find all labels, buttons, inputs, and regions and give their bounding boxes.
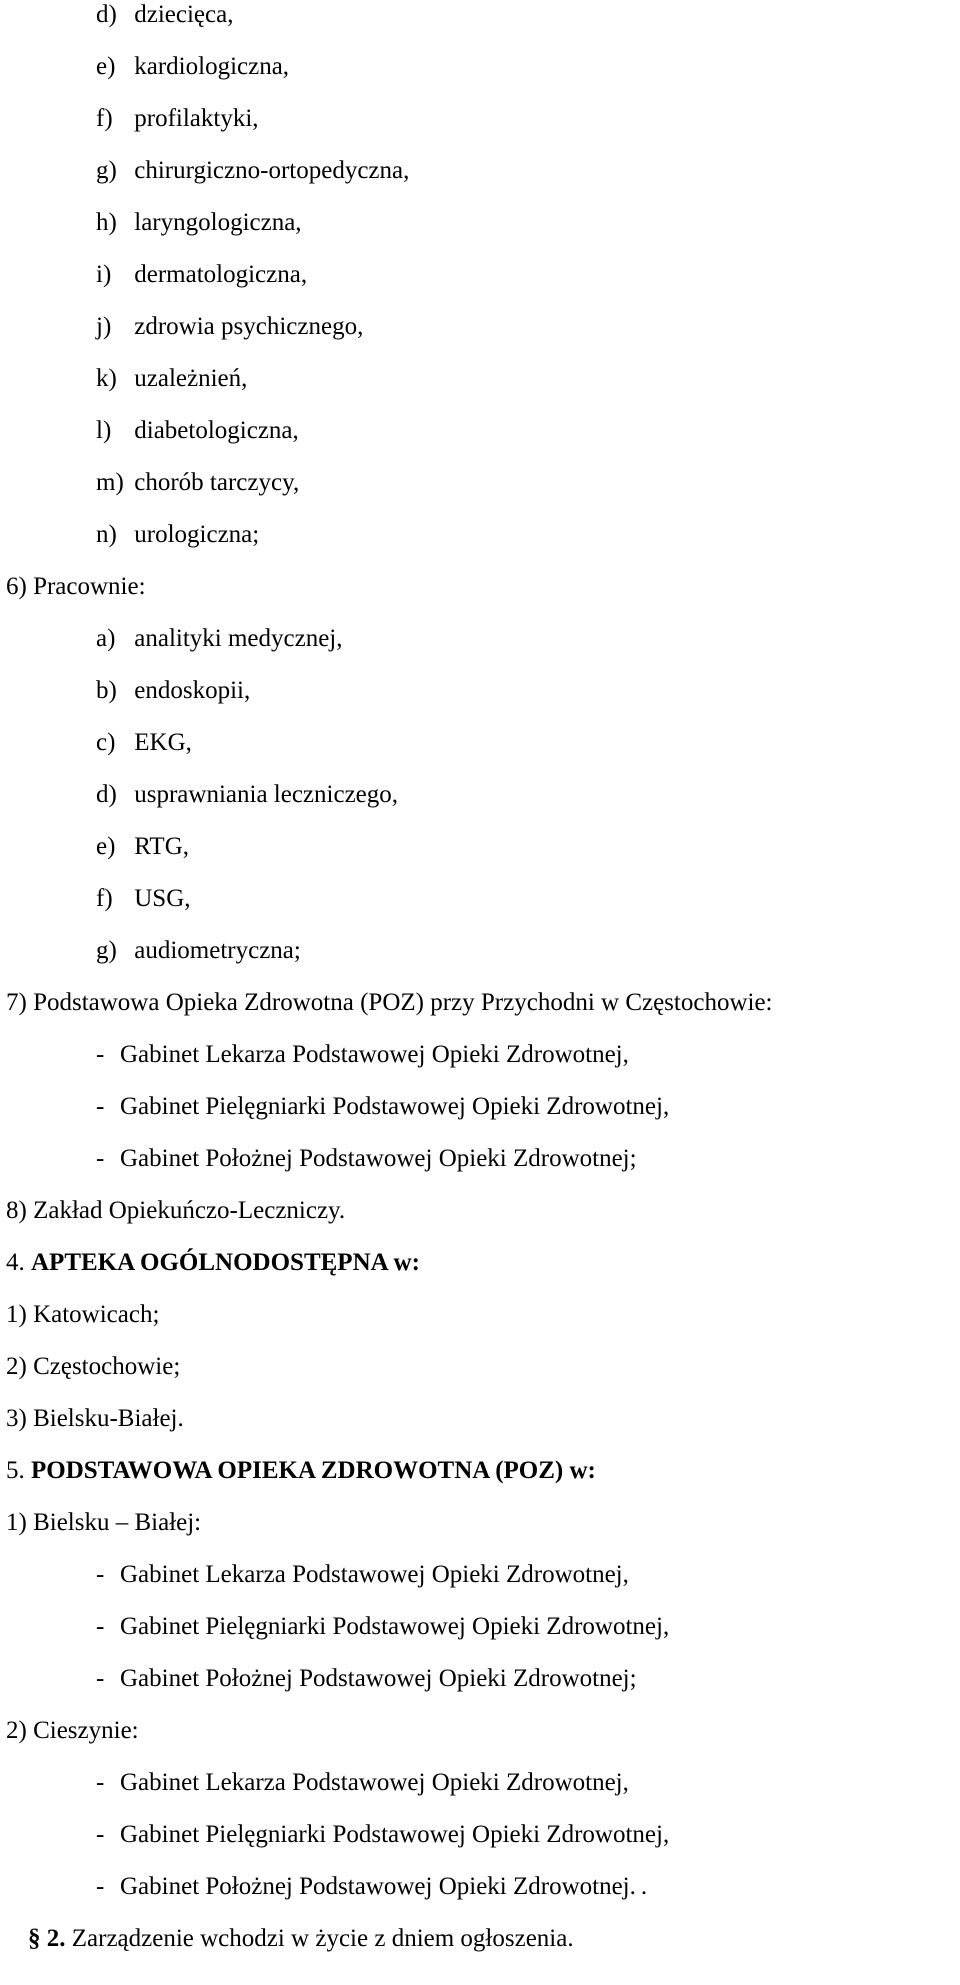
list-item: - Gabinet Położnej Podstawowej Opieki Zdrowotnej; xyxy=(96,1145,637,1172)
list-item: l) diabetologiczna, xyxy=(96,417,299,444)
list-item: - Gabinet Lekarza Podstawowej Opieki Zdrowotnej, xyxy=(96,1769,629,1796)
list-item: f) profilaktyki, xyxy=(96,105,259,132)
list-item: g) audiometryczna; xyxy=(96,937,301,964)
list-item: e) kardiologiczna, xyxy=(96,53,290,80)
list-item: k) uzależnień, xyxy=(96,365,248,392)
list-item: i) dermatologiczna, xyxy=(96,261,308,288)
list-item-poz-czestochowa: 7) Podstawowa Opieka Zdrowotna (POZ) przy Przychodni w Częstochowie: xyxy=(6,989,773,1016)
list-item: d) usprawniania leczniczego, xyxy=(96,781,399,808)
list-item: - Gabinet Lekarza Podstawowej Opieki Zdrowotnej, xyxy=(96,1041,629,1068)
list-item-pracownie: 6) Pracownie: xyxy=(6,573,146,600)
list-item: h) laryngologiczna, xyxy=(96,209,302,236)
list-item: - Gabinet Pielęgniarki Podstawowej Opieki Zdrowotnej, xyxy=(96,1821,670,1848)
paragraph-2: § 2. Zarządzenie wchodzi w życie z dniem ogłoszenia. xyxy=(28,1925,574,1952)
list-item: 1) Katowicach; xyxy=(6,1301,160,1328)
list-item-zaklad: 8) Zakład Opiekuńczo-Leczniczy. xyxy=(6,1197,346,1224)
list-item: - Gabinet Pielęgniarki Podstawowej Opieki Zdrowotnej, xyxy=(96,1093,670,1120)
list-item-cieszyn: 2) Cieszynie: xyxy=(6,1717,139,1744)
list-item: m) chorób tarczycy, xyxy=(96,469,300,496)
list-item-bielsko: 1) Bielsku – Białej: xyxy=(6,1509,202,1536)
list-item: 3) Bielsku-Białej. xyxy=(6,1405,184,1432)
section-heading-apteka: 4. APTEKA OGÓLNODOSTĘPNA w: xyxy=(6,1249,420,1276)
list-item: g) chirurgiczno-ortopedyczna, xyxy=(96,157,410,184)
list-item: n) urologiczna; xyxy=(96,521,260,548)
list-item: - Gabinet Lekarza Podstawowej Opieki Zdrowotnej, xyxy=(96,1561,629,1588)
list-item: b) endoskopii, xyxy=(96,677,251,704)
list-item: a) analityki medycznej, xyxy=(96,625,343,652)
section-heading-poz: 5. PODSTAWOWA OPIEKA ZDROWOTNA (POZ) w: xyxy=(6,1457,596,1484)
list-item: c) EKG, xyxy=(96,729,192,756)
list-item: 2) Częstochowie; xyxy=(6,1353,181,1380)
list-item: - Gabinet Położnej Podstawowej Opieki Zdrowotnej. . xyxy=(96,1873,648,1900)
list-item: f) USG, xyxy=(96,885,191,912)
list-item: d) dziecięca, xyxy=(96,1,234,28)
list-item: - Gabinet Położnej Podstawowej Opieki Zdrowotnej; xyxy=(96,1665,637,1692)
list-item: j) zdrowia psychicznego, xyxy=(96,313,364,340)
list-item: e) RTG, xyxy=(96,833,189,860)
list-item: - Gabinet Pielęgniarki Podstawowej Opieki Zdrowotnej, xyxy=(96,1613,670,1640)
